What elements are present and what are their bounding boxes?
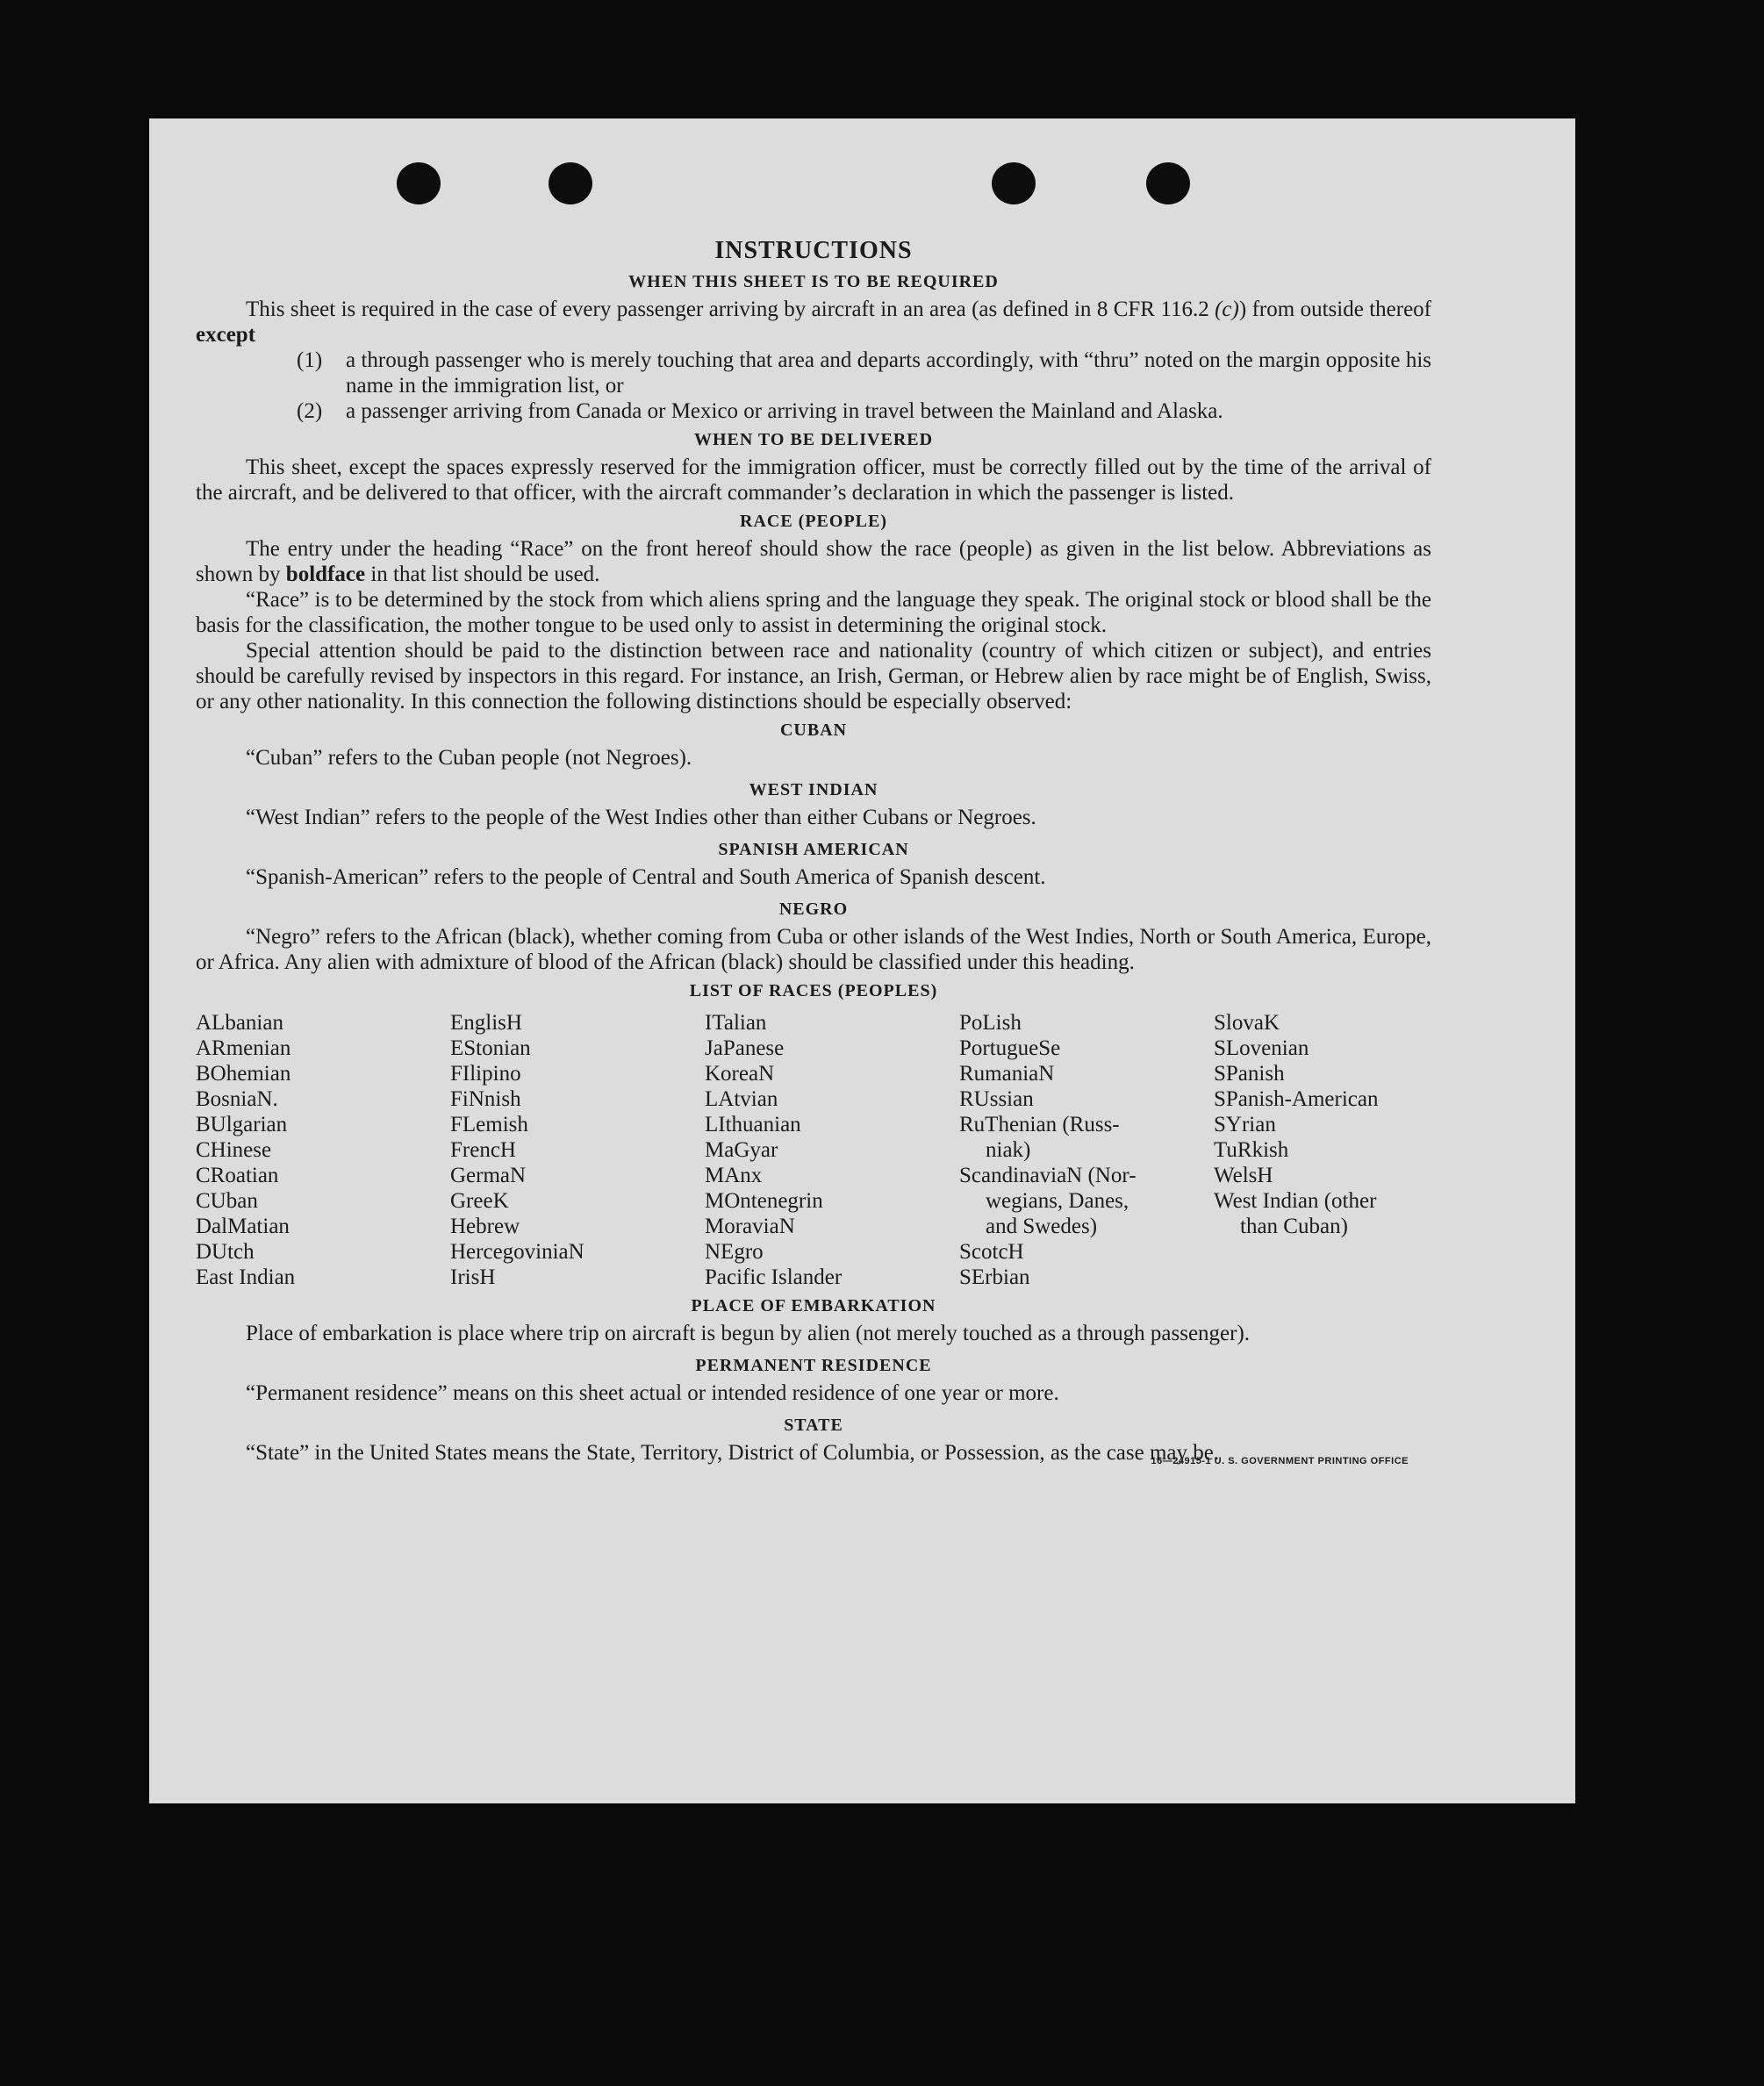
- race-entry: FIlipino: [450, 1062, 521, 1086]
- race-entry: Pacific Islander: [705, 1265, 843, 1289]
- race-entry: ScandinaviaN (Nor-: [959, 1164, 1137, 1187]
- race-entry: MAnx: [705, 1164, 763, 1187]
- race-entry: ScotcH: [959, 1240, 1024, 1264]
- when-required-intro: This sheet is required in the case of every passenger arriving by aircraft in an area (as defined in 8 CFR 116.2 (c)) from outside thereof except: [196, 297, 1431, 347]
- race-entry-continuation: than Cuban): [1240, 1215, 1348, 1238]
- race-entry: SYrian: [1214, 1113, 1276, 1136]
- punch-hole: [549, 162, 592, 204]
- race-column: [196, 1010, 450, 1290]
- race-entry: CRoatian: [196, 1164, 279, 1187]
- race-entry: TuRkish: [1214, 1138, 1289, 1162]
- race-list: [196, 1010, 1431, 1290]
- race-entry: DUtch: [196, 1240, 255, 1264]
- race-entry: FLemish: [450, 1113, 528, 1136]
- race-entry: BOhemian: [196, 1062, 291, 1086]
- race-entry: IrisH: [450, 1265, 496, 1289]
- race-entry: SlovaK: [1214, 1011, 1280, 1035]
- race-entry: NEgro: [705, 1240, 764, 1264]
- section-heading-spanish-american: SPANISH AMERICAN: [718, 840, 909, 859]
- punch-hole: [992, 162, 1036, 204]
- race-entry: LAtvian: [705, 1087, 778, 1111]
- page-title: INSTRUCTIONS: [714, 237, 913, 264]
- west-indian-text: “West Indian” refers to the people of the West Indies other than either Cubans or Negroes.: [246, 806, 1036, 829]
- race-entry: CUban: [196, 1189, 258, 1213]
- race-entry: CHinese: [196, 1138, 272, 1162]
- exceptions-list: [297, 348, 1431, 424]
- race-entry: BosniaN.: [196, 1087, 278, 1111]
- race-entry: RUssian: [959, 1087, 1034, 1111]
- race-entry: EStonian: [450, 1036, 531, 1060]
- race-entry: MOntenegrin: [705, 1189, 823, 1213]
- printer-mark: 16—24915-1 U. S. GOVERNMENT PRINTING OFFICE: [1151, 1456, 1409, 1466]
- section-heading-race: RACE (PEOPLE): [740, 512, 887, 531]
- exception-item: (1) a through passenger who is merely touching that area and departs accordingly, with “thru” noted on the margin opposite his name in the immigration list, or: [297, 348, 1431, 398]
- race-entry: FiNnish: [450, 1087, 521, 1111]
- race-column: [450, 1010, 705, 1290]
- race-column: [705, 1010, 959, 1290]
- race-entry: EnglisH: [450, 1011, 522, 1035]
- race-entry: PoLish: [959, 1011, 1022, 1035]
- race-column: [959, 1010, 1214, 1290]
- race-entry: RumaniaN: [959, 1062, 1055, 1086]
- section-heading-residence: PERMANENT RESIDENCE: [695, 1356, 932, 1375]
- race-paragraph-2: “Race” is to be determined by the stock from which aliens spring and the language they speak. The original stock or blood shall be the basis for the classification, the mother tongue to be used only to assist in determining the original stock.: [196, 588, 1431, 637]
- race-entry: BUlgarian: [196, 1113, 288, 1136]
- race-entry: SPanish: [1214, 1062, 1285, 1086]
- race-entry: HercegoviniaN: [450, 1240, 584, 1264]
- negro-text: “Negro” refers to the African (black), whether coming from Cuba or other islands of the West Indies, North or South America, Europe, or Africa. Any alien with admixture of blood of the African (black) should be classified under this heading.: [196, 925, 1431, 974]
- section-heading-negro: NEGRO: [778, 900, 849, 919]
- section-heading-west-indian: WEST INDIAN: [749, 780, 878, 799]
- race-entry-continuation: niak): [986, 1138, 1031, 1162]
- section-heading-when-delivered: WHEN TO BE DELIVERED: [693, 430, 934, 449]
- section-heading-state: STATE: [784, 1416, 843, 1435]
- race-entry: GermaN: [450, 1164, 527, 1187]
- race-paragraph-1: The entry under the heading “Race” on the front hereof should show the race (people) as given in the list below. Abbreviations as shown by boldface in that list should be used.: [196, 537, 1431, 586]
- instructions-body: [196, 237, 1431, 1474]
- punch-hole: [1146, 162, 1190, 204]
- race-entry: ITalian: [705, 1011, 767, 1035]
- punch-hole: [397, 162, 441, 204]
- race-column: [1214, 1010, 1440, 1290]
- race-entry: DalMatian: [196, 1215, 290, 1238]
- race-entry: SLovenian: [1214, 1036, 1309, 1060]
- race-entry: MaGyar: [705, 1138, 778, 1162]
- spanish-american-text: “Spanish-American” refers to the people of Central and South America of Spanish descent.: [246, 865, 1046, 889]
- race-entry: GreeK: [450, 1189, 509, 1213]
- race-entry: KoreaN: [705, 1062, 775, 1086]
- when-delivered-text: This sheet, except the spaces expressly reserved for the immigration officer, must be correctly filled out by the time of the arrival of the aircraft, and be delivered to that officer, with the aircraft commander’s declaration in which the passenger is listed.: [196, 455, 1431, 505]
- race-entry: ALbanian: [196, 1011, 283, 1035]
- race-entry-continuation: and Swedes): [986, 1215, 1098, 1238]
- race-entry: SPanish-American: [1214, 1087, 1379, 1111]
- section-heading-when-required: WHEN THIS SHEET IS TO BE REQUIRED: [628, 272, 999, 291]
- race-entry-continuation: wegians, Danes,: [986, 1189, 1129, 1213]
- race-entry: JaPanese: [705, 1036, 785, 1060]
- cuban-text: “Cuban” refers to the Cuban people (not Negroes).: [246, 746, 692, 770]
- race-entry: RuThenian (Russ-: [959, 1113, 1120, 1136]
- residence-text: “Permanent residence” means on this sheet actual or intended residence of one year or more.: [246, 1381, 1059, 1405]
- race-entry: WelsH: [1214, 1164, 1273, 1187]
- race-entry: LIthuanian: [705, 1113, 801, 1136]
- document-page: [149, 118, 1575, 1803]
- race-entry: MoraviaN: [705, 1215, 795, 1238]
- race-entry: West Indian (other: [1214, 1189, 1377, 1213]
- race-entry: PortugueSe: [959, 1036, 1061, 1060]
- race-entry: Hebrew: [450, 1215, 520, 1238]
- section-heading-cuban: CUBAN: [779, 720, 848, 740]
- race-entry: FrencH: [450, 1138, 516, 1162]
- state-text: “State” in the United States means the State, Territory, District of Columbia, or Possession, as the case may be.: [246, 1441, 1220, 1465]
- section-heading-embarkation: PLACE OF EMBARKATION: [691, 1296, 936, 1315]
- exception-item: (2) a passenger arriving from Canada or Mexico or arriving in travel between the Mainland and Alaska.: [297, 399, 1223, 423]
- race-entry: East Indian: [196, 1265, 296, 1289]
- race-paragraph-3: Special attention should be paid to the distinction between race and nationality (country of which citizen or subject), and entries should be carefully revised by inspectors in this regard. For instance, an Irish, German, or Hebrew alien by race might be of English, Swiss, or any other nationality. In this connection the following distinctions should be especially observed:: [196, 639, 1431, 713]
- race-entry: ARmenian: [196, 1036, 291, 1060]
- race-entry: SErbian: [959, 1265, 1030, 1289]
- embarkation-text: Place of embarkation is place where trip on aircraft is begun by alien (not merely touched as a through passenger).: [246, 1322, 1251, 1345]
- section-heading-list-of-races: LIST OF RACES (PEOPLES): [689, 981, 938, 1000]
